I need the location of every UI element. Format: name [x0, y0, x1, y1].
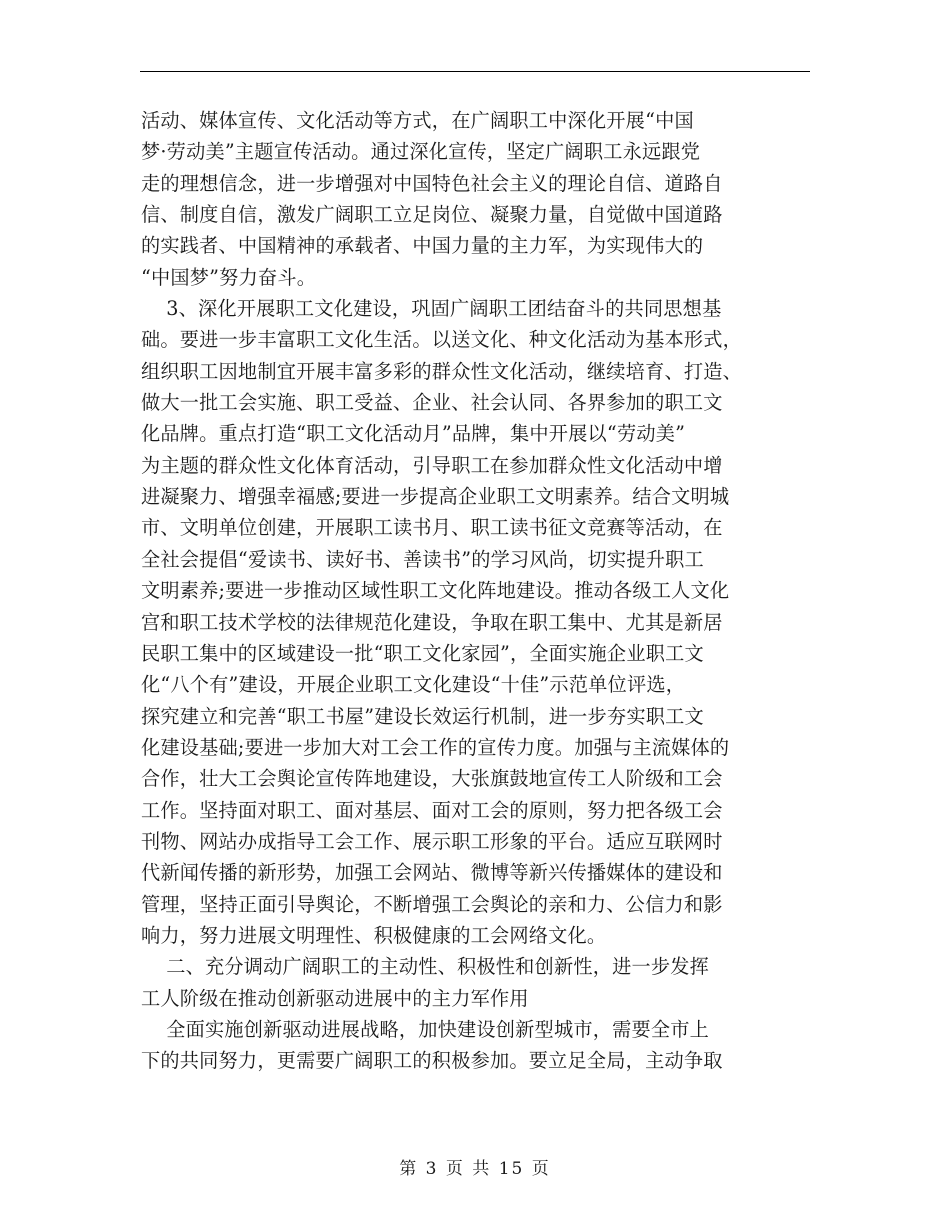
text-line: 的实践者、中国精神的承载者、中国力量的主力军，为实现伟大的	[141, 234, 704, 258]
text-line: 化品牌。重点打造“职工文化活动月”品牌，集中开展以“劳动美”	[141, 422, 686, 446]
text-line: 活动、媒体宣传、文化活动等方式，在广阔职工中深化开展“中国	[141, 109, 694, 132]
text-line: 刊物、网站办成指导工会工作、展示职工形象的平台。适应互联网时	[141, 829, 723, 853]
text-line: 下的共同努力，更需要广阔职工的积极参加。要立足全局，主动争取	[141, 1049, 723, 1073]
text-line: 探究建立和完善“职工书屋”建设长效运行机制，进一步夯实职工文	[141, 704, 704, 728]
text-line: 化建设基础;要进一步加大对工会工作的宣传力度。加强与主流媒体的	[141, 735, 730, 759]
text-line: 文明素养;要进一步推动区域性职工文化阵地建设。推动各级工人文化	[141, 579, 730, 603]
page-footer: 第 3 页 共 15 页	[399, 1159, 551, 1179]
text-line: 管理，坚持正面引导舆论，不断增强工会舆论的亲和力、公信力和影	[141, 892, 723, 916]
document-body	[141, 105, 811, 1077]
text-line: 3、深化开展职工文化建设，巩固广阔职工团结奋斗的共同思想基	[141, 297, 722, 321]
text-line: 市、文明单位创建，开展职工读书月、职工读书征文竞赛等活动，在	[141, 516, 723, 540]
text-line: 做大一批工会实施、职工受益、企业、社会认同、各界参加的职工文	[141, 391, 723, 415]
text-line: 进凝聚力、增强幸福感;要进一步提高企业职工文明素养。结合文明城	[141, 485, 730, 509]
text-line: 组织职工因地制宜开展丰富多彩的群众性文化活动，继续培育、打造、	[141, 359, 743, 383]
text-line: “中国梦”努力奋斗。	[141, 265, 317, 289]
text-line: 工作。坚持面对职工、面对基层、面对工会的原则，努力把各级工会	[141, 798, 723, 822]
text-line: 走的理想信念，进一步增强对中国特色社会主义的理论自信、道路自	[141, 171, 723, 195]
text-line: 响力，努力进展文明理性、积极健康的工会网络文化。	[141, 923, 607, 947]
text-line: 二、充分调动广阔职工的主动性、积极性和创新性，进一步发挥	[141, 955, 710, 979]
text-line: 工人阶级在推动创新驱动进展中的主力军作用	[141, 986, 529, 1010]
text-line: 全社会提倡“爱读书、读好书、善读书”的学习风尚，切实提升职工	[141, 547, 704, 571]
header-rule	[140, 71, 810, 72]
text-line: 础。要进一步丰富职工文化生活。以送文化、种文化活动为基本形式，	[141, 328, 743, 352]
text-line: 为主题的群众性文化体育活动，引导职工在参加群众性文化活动中增	[141, 453, 723, 477]
text-line: 合作，壮大工会舆论宣传阵地建设，大张旗鼓地宣传工人阶级和工会	[141, 767, 723, 791]
text-line: 全面实施创新驱动进展战略，加快建设创新型城市，需要全市上	[141, 1017, 710, 1041]
text-line: 化“八个有”建设，开展企业职工文化建设“十佳”示范单位评选，	[141, 673, 686, 697]
text-line: 宫和职工技术学校的法律规范化建设，争取在职工集中、尤其是新居	[141, 610, 723, 634]
text-line: 梦·劳动美”主题宣传活动。通过深化宣传，坚定广阔职工永远跟党	[141, 140, 701, 164]
text-line: 民职工集中的区域建设一批“职工文化家园”，全面实施企业职工文	[141, 641, 704, 665]
text-line: 信、制度自信，激发广阔职工立足岗位、凝聚力量，自觉做中国道路	[141, 203, 723, 227]
text-line: 代新闻传播的新形势，加强工会网站、微博等新兴传播媒体的建设和	[141, 861, 723, 885]
